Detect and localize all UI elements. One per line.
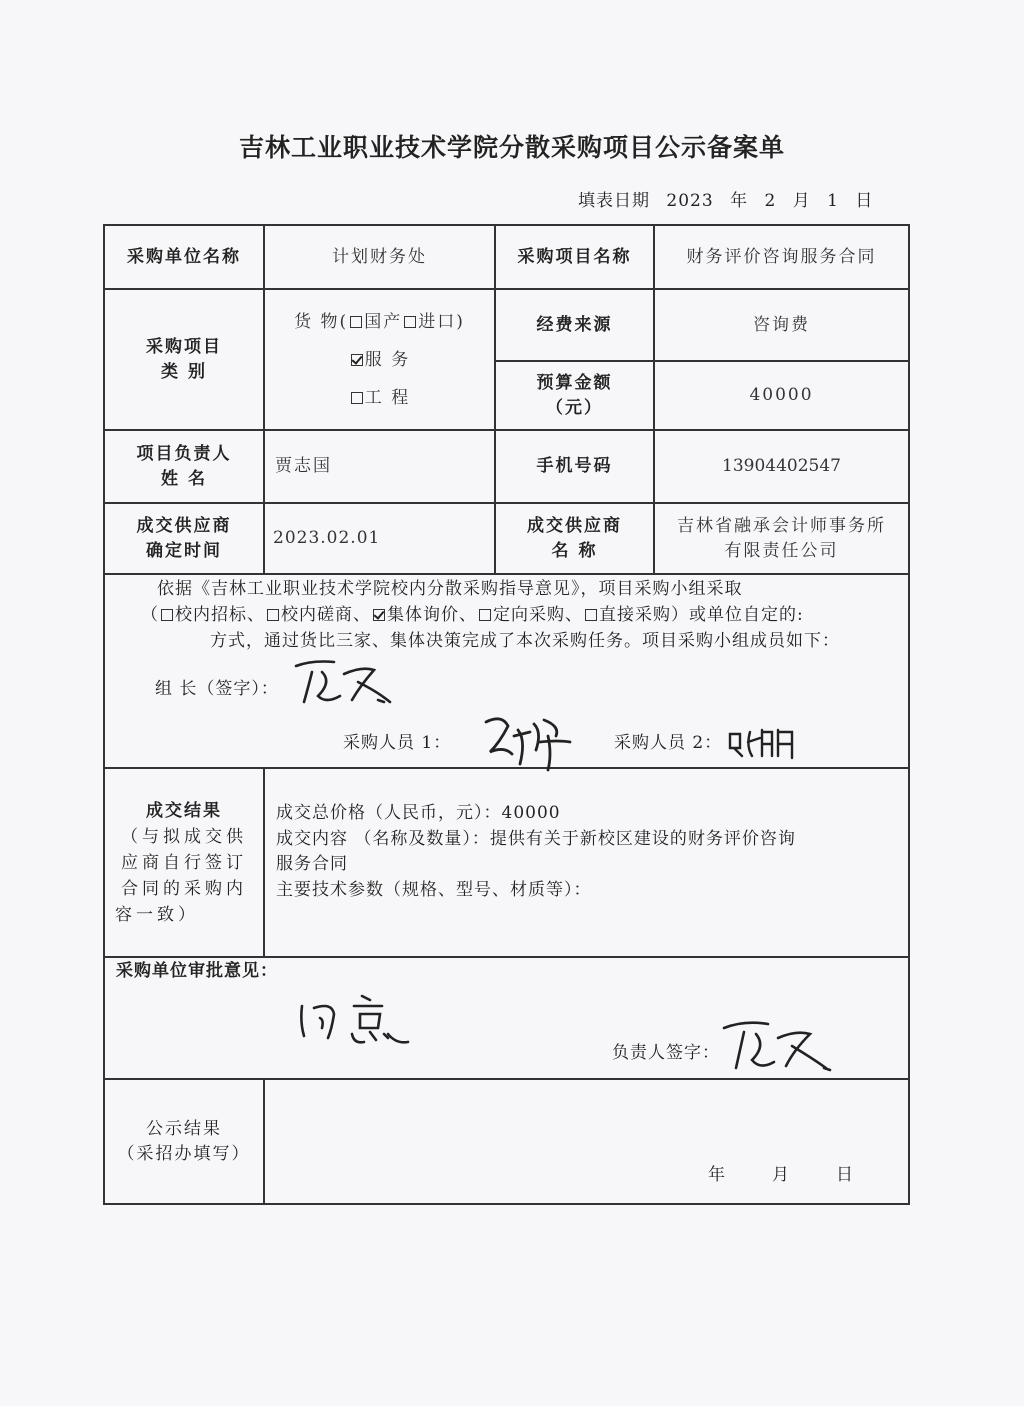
- table-border-right: [908, 224, 910, 1205]
- result-price: 成交总价格（人民币，元）：40000: [276, 803, 561, 823]
- basis-line-3: 方式，通过货比三家、集体决策完成了本次采购任务。项目采购小组成员如下：: [210, 631, 840, 651]
- col-divider: [263, 1078, 265, 1204]
- service-checkbox[interactable]: [351, 354, 363, 366]
- unit-value: 计划财务处: [332, 246, 427, 267]
- supplier-label: 成交供应商 名 称: [527, 515, 622, 561]
- buyer-1-signature: [478, 706, 578, 774]
- domestic-checkbox[interactable]: [350, 316, 362, 328]
- project-label: 采购项目名称: [517, 246, 632, 267]
- group-leader-signature: [282, 652, 402, 712]
- row-divider: [103, 573, 910, 575]
- goods-option: 货 物( 国产 进口): [294, 311, 465, 332]
- time-value: 2023.02.01: [273, 528, 381, 548]
- internal-negotiation-checkbox[interactable]: [267, 609, 279, 621]
- engineering-option: 工 程: [349, 379, 410, 417]
- budget-label: 预算金额 （元）: [536, 372, 613, 418]
- group-leader-sign-label: 组 长（签字）：: [155, 679, 279, 699]
- unit-label: 采购单位名称: [127, 246, 241, 267]
- fund-label: 经费来源: [536, 314, 613, 335]
- supplier-value: 吉林省融承会计师事务所 有限责任公司: [677, 515, 886, 561]
- group-inquiry-checkbox[interactable]: [373, 609, 385, 621]
- internal-tender-checkbox[interactable]: [161, 609, 173, 621]
- service-option: 服 务: [349, 341, 410, 379]
- buyer-2-signature: [726, 722, 806, 762]
- phone-label: 手机号码: [536, 456, 613, 476]
- category-label: 采购项目 类 别: [146, 336, 222, 382]
- direct-purchase-checkbox[interactable]: [585, 609, 597, 621]
- approver-sign-label: 负责人签字：: [612, 1043, 720, 1063]
- leader-label: 项目负责人 姓 名: [136, 443, 232, 489]
- fill-date: 填表日期 2023 年 2 月 1 日: [578, 191, 874, 211]
- publicity-label: 公示结果 （采招办填写）: [117, 1118, 251, 1164]
- result-params: 主要技术参数（规格、型号、材质等）：: [276, 880, 592, 900]
- time-label: 成交供应商 确定时间: [136, 515, 232, 561]
- page-title: 吉林工业职业技术学院分散采购项目公示备案单: [238, 133, 785, 162]
- approval-handwriting: [292, 988, 422, 1050]
- project-value: 财务评价咨询服务合同: [686, 246, 877, 267]
- buyer-1-label: 采购人员 1：: [343, 733, 452, 753]
- basis-options: （ 校内招标、 校内磋商、 集体询价、 定向采购、 直接采购）或单位自定的:: [141, 605, 804, 625]
- basis-line-1: 依据《吉林工业职业技术学院校内分散采购指导意见》，项目采购小组采取: [157, 579, 743, 599]
- engineering-checkbox[interactable]: [351, 392, 363, 404]
- import-checkbox[interactable]: [404, 316, 416, 328]
- budget-value: 40000: [749, 385, 814, 405]
- approval-label: 采购单位审批意见：: [116, 961, 278, 981]
- directed-purchase-checkbox[interactable]: [479, 609, 491, 621]
- buyer-2-label: 采购人员 2：: [614, 733, 723, 753]
- publicity-year: 年: [708, 1165, 726, 1185]
- publicity-day: 日: [836, 1165, 854, 1185]
- approver-signature: [714, 1014, 844, 1080]
- result-content-1: 成交内容 （名称及数量）：提供有关于新校区建设的财务评价咨询: [276, 829, 796, 849]
- publicity-month: 月: [772, 1165, 790, 1185]
- col-divider: [263, 767, 265, 957]
- table-border-bottom: [103, 1203, 910, 1205]
- result-label: 成交结果 （与拟成交供 应商自行签订 合同的采购内 容一致）: [115, 800, 247, 925]
- result-content-2: 服务合同: [276, 854, 348, 874]
- category-options: [265, 290, 494, 429]
- phone-value: 13904402547: [722, 456, 841, 476]
- leader-value: 贾志国: [275, 456, 332, 476]
- fund-value: 咨询费: [753, 314, 810, 335]
